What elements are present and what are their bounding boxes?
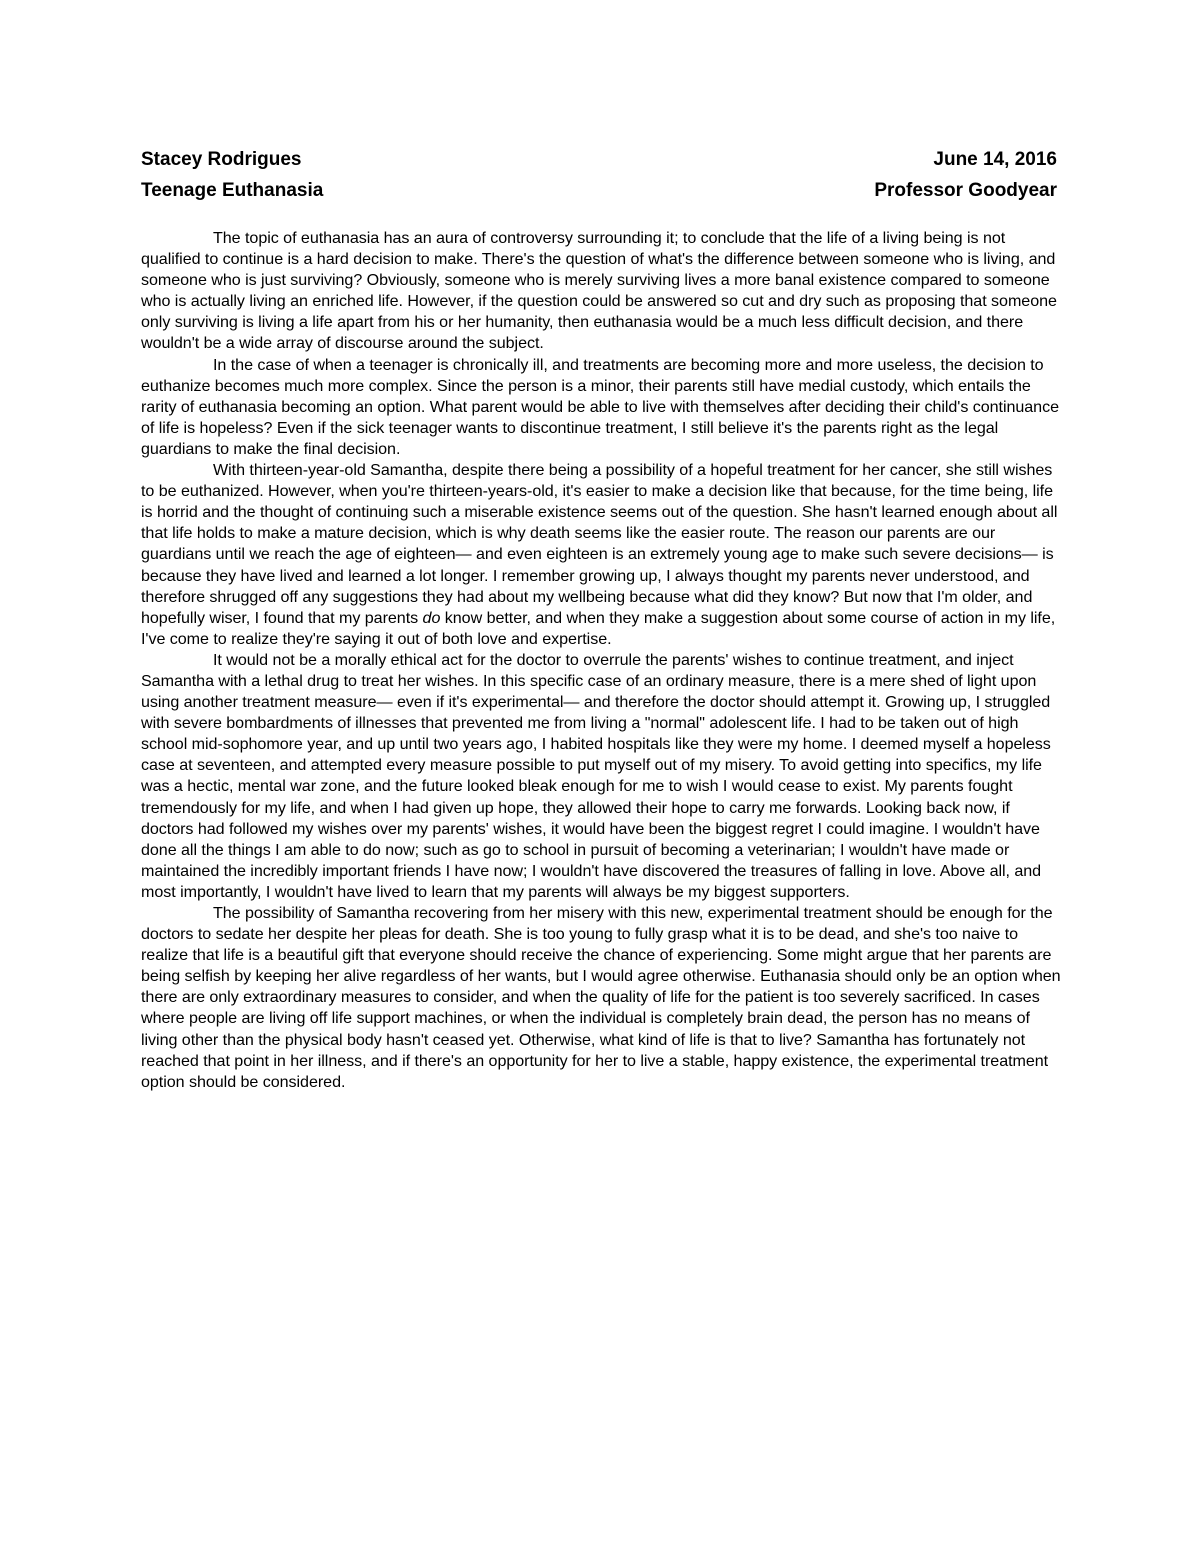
essay-body: [141, 228, 1061, 1093]
author-name: Stacey Rodrigues: [141, 149, 302, 170]
paragraph-3-after: know better, and when they make a suggestion about some course of action in my life, I've come to realize they're saying it out of both love and expertise.: [141, 608, 1056, 648]
essay-title: Teenage Euthanasia: [141, 180, 324, 201]
professor-name: Professor Goodyear: [874, 180, 1057, 201]
paragraph-2: In the case of when a teenager is chronically ill, and treatments are becoming more and more useless, the decision to euthanize becomes much more complex. Since the person is a minor, their parents still have medial custody, which entails the rarity of euthanasia becoming an option. What parent would be able to live with themselves after deciding their child's continuance of life is hopeless? Even if the sick teenager wants to discontinue treatment, I still believe it's the parents right as the legal guardians to make the final decision.: [141, 355, 1059, 458]
paragraph-4: It would not be a morally ethical act for the doctor to overrule the parents' wishes to continue treatment, and inject Samantha with a lethal drug to treat her wishes. In this specific case of an ordinary measure, there is a mere shed of light upon using another treatment measure— even if it's experimental— and therefore the doctor should attempt it. Growing up, I struggled with severe bombardments of illnesses that prevented me from living a "normal" adolescent life. I had to be taken out of high school mid-sophomore year, and up until two years ago, I habited hospitals like they were my home. I deemed myself a hopeless case at seventeen, and attempted every measure possible to put myself out of my misery. To avoid getting into specifics, my life was a hectic, mental war zone, and the future looked bleak enough for me to wish I would cease to exist. My parents fought tremendously for my life, and when I had given up hope, they allowed their hope to carry me forwards. Looking back now, if doctors had followed my wishes over my parents' wishes, it would have been the biggest regret I could imagine. I wouldn't have done all the things I am able to do now; such as go to school in pursuit of becoming a veterinarian; I wouldn't have made or maintained the incredibly important friends I have now; I wouldn't have discovered the treasures of falling in love. Above all, and most importantly, I wouldn't have lived to learn that my parents will always be my biggest supporters.: [141, 650, 1051, 901]
essay-date: June 14, 2016: [933, 149, 1057, 170]
paragraph-3-before: With thirteen-year-old Samantha, despite there being a possibility of a hopeful treatment for her cancer, she still wishes to be euthanized. However, when you're thirteen-years-old, it's easier to make a decision like that because, for the time being, life is horrid and the thought of continuing such a miserable existence seems out of the question. She hasn't learned enough about all that life holds to make a mature decision, which is why death seems like the easier route. The reason our parents are our guardians until we reach the age of eighteen— and even eighteen is an extremely young age to make such severe decisions— is because they have lived and learned a lot longer. I remember growing up, I always thought my parents never understood, and therefore shrugged off any suggestions they had about my wellbeing because what did they know? But now that I'm older, and hopefully wiser, I found that my parents: [141, 461, 1058, 627]
essay-header: [141, 144, 1057, 206]
paragraph-1: The topic of euthanasia has an aura of controversy surrounding it; to conclude that the life of a living being is not qualified to continue is a hard decision to make. There's the question of what's the difference between someone who is living, and someone who is just surviving? Obviously, someone who is merely surviving lives a more banal existence compared to someone who is actually living an enriched life. However, if the question could be answered so cut and dry such as proposing that someone only surviving is living a life apart from his or her humanity, then euthanasia would be a much less difficult decision, and there wouldn't be a wide array of discourse around the subject.: [141, 229, 1057, 353]
paragraph-3-emphasis: do: [422, 608, 441, 627]
header-row-1: [141, 144, 1057, 175]
paragraph-5: The possibility of Samantha recovering from her misery with this new, experimental treatment should be enough for the doctors to sedate her despite her pleas for death. She is too young to fully grasp what it is to be dead, and she's too naive to realize that life is a beautiful gift that everyone should receive the chance of experiencing. Some might argue that her parents are being selfish by keeping her alive regardless of her wants, but I would agree otherwise. Euthanasia should only be an option when there are only extraordinary measures to consider, and when the quality of life for the patient is too severely sacrificed. In cases where people are living off life support machines, or when the individual is completely brain dead, the person has no means of living other than the physical body hasn't ceased yet. Otherwise, what kind of life is that to live? Samantha has fortunately not reached that point in her illness, and if there's an opportunity for her to live a stable, happy existence, the experimental treatment option should be considered.: [141, 904, 1061, 1091]
header-row-2: [141, 175, 1057, 206]
paragraph-3: [141, 460, 1061, 650]
